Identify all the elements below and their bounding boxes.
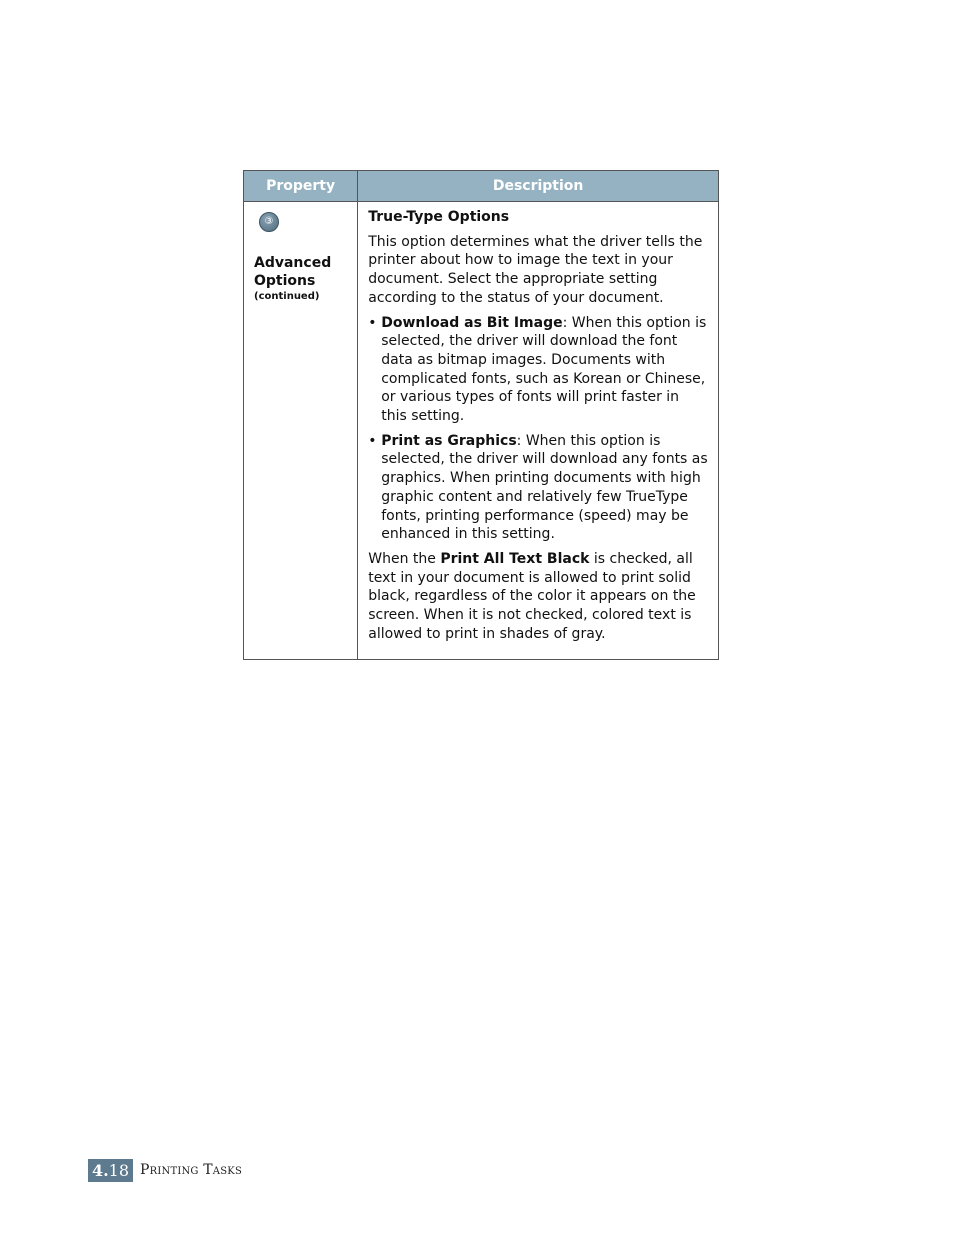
property-continued-note: (continued) [254, 291, 320, 302]
property-cell [244, 202, 358, 660]
table-row [244, 202, 719, 660]
property-table [243, 170, 719, 660]
bullet-term: Print as Graphics [381, 432, 517, 449]
bullet-text: : When this option is selected, the driver will download the font data as bitmap images. Documents with complicated fonts, such as Korean or Chinese, or various types of fonts will print faster in this setting. [381, 314, 707, 425]
closing-term: Print All Text Black [440, 550, 590, 567]
property-name: Advanced Options [254, 255, 332, 289]
closing-post: is checked, all text in your document is allowed to print solid black, regardless of the color it appears on the screen. When it is not checked, colored text is allowed to print in shades of gray. [368, 550, 696, 642]
bullet-download-bit-image [368, 314, 708, 426]
bullet-print-as-graphics [368, 432, 708, 544]
step-number-badge: ③ [259, 212, 279, 232]
description-title: True-Type Options [368, 209, 510, 225]
page-number-box [88, 1159, 133, 1182]
header-description: Description [358, 171, 719, 202]
closing-pre: When the [368, 550, 441, 567]
bullet-text: : When this option is selected, the driver will download any fonts as graphics. When printing documents with high graphic content and relatively few TrueType fonts, printing performance (speed) may be enhanced in this setting. [381, 432, 708, 543]
header-property: Property [244, 171, 358, 202]
bullet-term: Download as Bit Image [381, 314, 563, 331]
bullet-dot: • [368, 432, 377, 449]
footer-section-title: Printing Tasks [140, 1162, 242, 1178]
chapter-number: 4. [91, 1161, 109, 1180]
description-intro: This option determines what the driver tells the printer about how to image the text in your document. Select the appropriate setting according to the status of your document. [368, 233, 703, 306]
bullet-dot: • [368, 314, 377, 331]
description-cell [358, 202, 719, 660]
page-number: 18 [108, 1161, 130, 1180]
table-header-row [244, 171, 719, 202]
description-closing [368, 550, 708, 644]
